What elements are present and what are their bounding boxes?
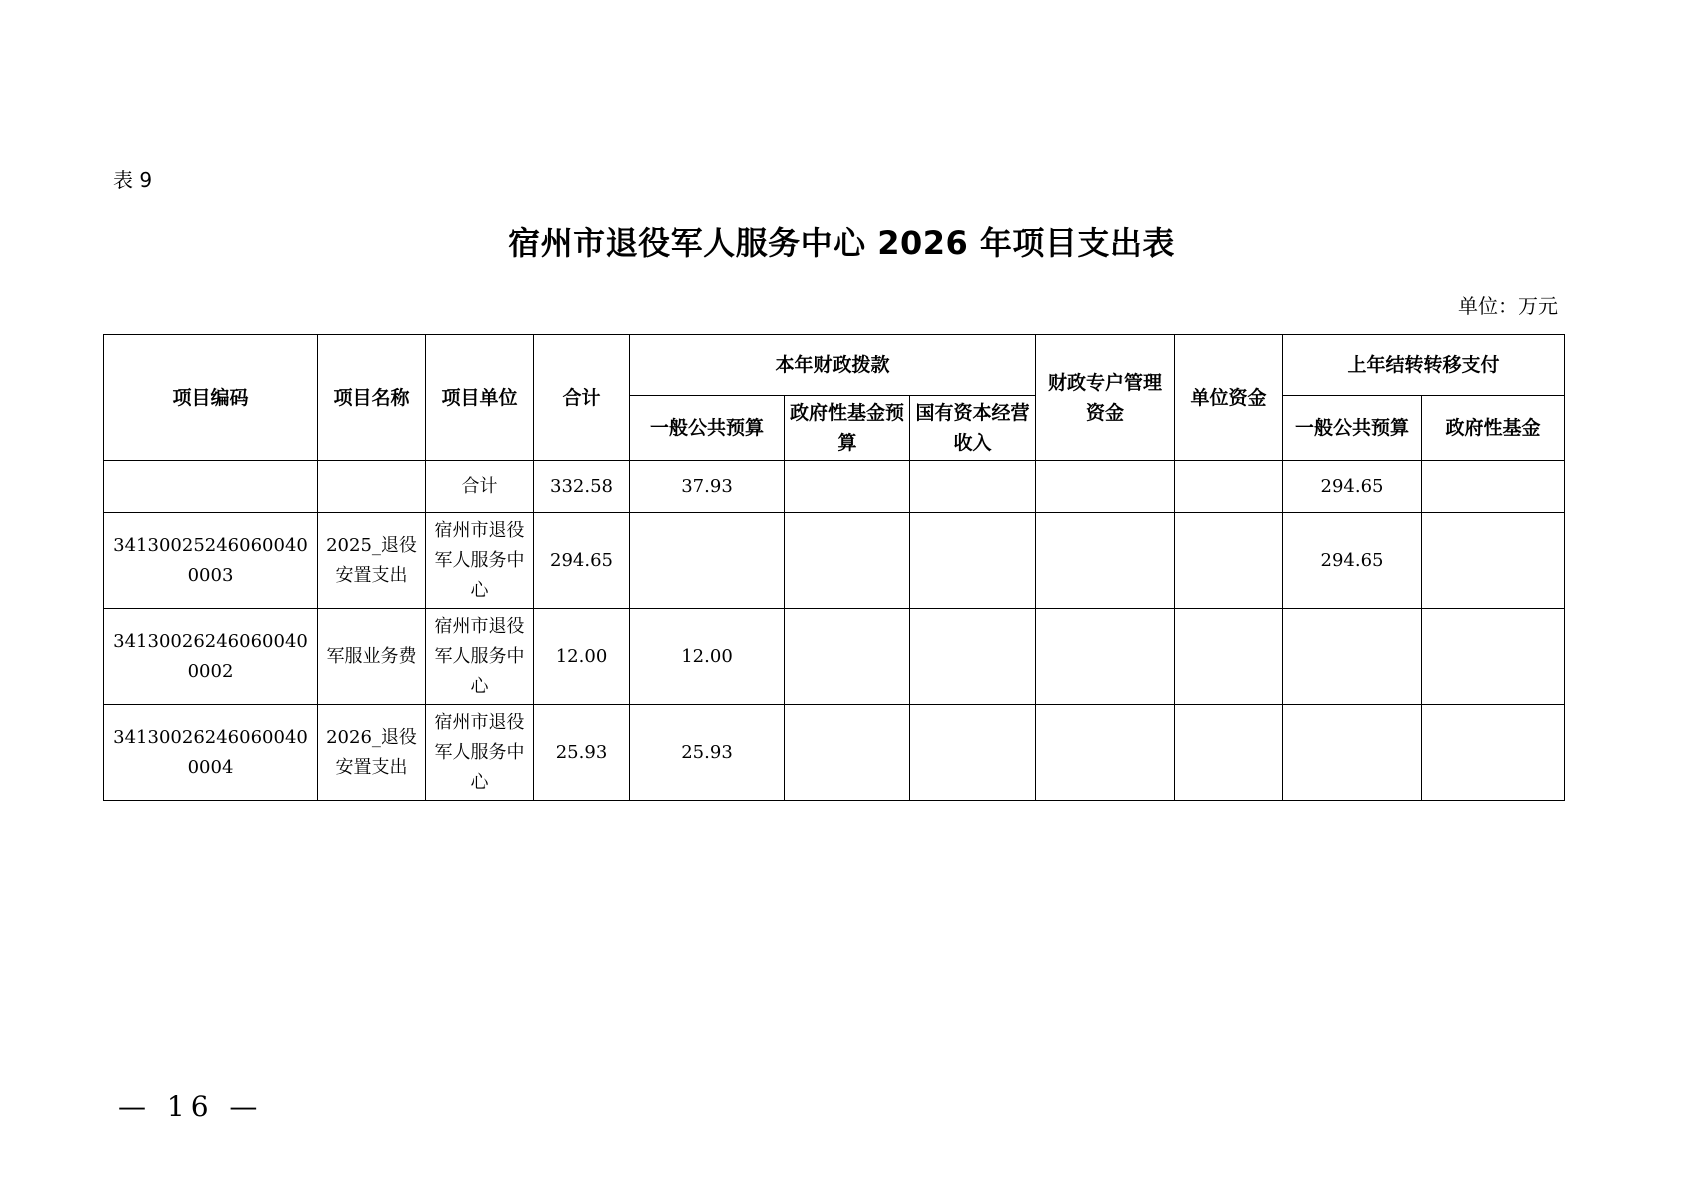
cell-name: 2026_退役安置支出 [318, 705, 426, 801]
cell-prior-gov-fund [1422, 461, 1565, 513]
header-gov-fund-budget: 政府性基金预算 [785, 396, 910, 461]
cell-unit-funds [1175, 705, 1283, 801]
unit-label: 单位：万元 [1458, 294, 1558, 318]
cell-total: 12.00 [534, 609, 630, 705]
cell-unit-funds [1175, 461, 1283, 513]
cell-name: 军服业务费 [318, 609, 426, 705]
table-row-total [104, 461, 1565, 513]
cell-code: 341300262460600400002 [104, 609, 318, 705]
cell-name [318, 461, 426, 513]
cell-fiscal-special [1036, 461, 1175, 513]
header-unit-funds: 单位资金 [1175, 335, 1283, 461]
cell-general-budget: 25.93 [630, 705, 785, 801]
cell-unit: 宿州市退役军人服务中心 [426, 705, 534, 801]
cell-fiscal-special [1036, 609, 1175, 705]
header-project-code: 项目编码 [104, 335, 318, 461]
cell-prior-general-budget: 294.65 [1283, 461, 1422, 513]
header-project-name: 项目名称 [318, 335, 426, 461]
cell-code: 341300262460600400004 [104, 705, 318, 801]
cell-state-capital-income [910, 461, 1036, 513]
cell-unit-funds [1175, 513, 1283, 609]
cell-total: 294.65 [534, 513, 630, 609]
table-row [104, 513, 1565, 609]
header-fiscal-special: 财政专户管理资金 [1036, 335, 1175, 461]
cell-gov-fund-budget [785, 513, 910, 609]
cell-prior-gov-fund [1422, 609, 1565, 705]
cell-prior-gov-fund [1422, 513, 1565, 609]
cell-fiscal-special [1036, 705, 1175, 801]
cell-state-capital-income [910, 705, 1036, 801]
cell-general-budget: 37.93 [630, 461, 785, 513]
header-state-capital-income: 国有资本经营收入 [910, 396, 1036, 461]
table-label: 表 9 [113, 168, 153, 192]
page-number: — 16 — [118, 1090, 264, 1123]
header-total: 合计 [534, 335, 630, 461]
header-prior-general-budget: 一般公共预算 [1283, 396, 1422, 461]
cell-code [104, 461, 318, 513]
cell-fiscal-special [1036, 513, 1175, 609]
table-row [104, 609, 1565, 705]
cell-total: 332.58 [534, 461, 630, 513]
cell-state-capital-income [910, 609, 1036, 705]
cell-gov-fund-budget [785, 461, 910, 513]
cell-prior-general-budget [1283, 609, 1422, 705]
cell-unit: 宿州市退役军人服务中心 [426, 609, 534, 705]
project-expenditure-table [103, 334, 1565, 801]
cell-total: 25.93 [534, 705, 630, 801]
cell-general-budget: 12.00 [630, 609, 785, 705]
table-row [104, 705, 1565, 801]
document-title: 宿州市退役军人服务中心 2026 年项目支出表 [508, 224, 1175, 262]
cell-name: 2025_退役安置支出 [318, 513, 426, 609]
cell-prior-gov-fund [1422, 705, 1565, 801]
cell-unit: 合计 [426, 461, 534, 513]
header-project-unit: 项目单位 [426, 335, 534, 461]
cell-prior-general-budget [1283, 705, 1422, 801]
cell-prior-general-budget: 294.65 [1283, 513, 1422, 609]
header-prior-gov-fund: 政府性基金 [1422, 396, 1565, 461]
cell-code: 341300252460600400003 [104, 513, 318, 609]
cell-unit: 宿州市退役军人服务中心 [426, 513, 534, 609]
header-current-fiscal: 本年财政拨款 [630, 335, 1036, 396]
cell-state-capital-income [910, 513, 1036, 609]
header-prior-year: 上年结转转移支付 [1283, 335, 1565, 396]
header-general-budget: 一般公共预算 [630, 396, 785, 461]
cell-general-budget [630, 513, 785, 609]
cell-unit-funds [1175, 609, 1283, 705]
cell-gov-fund-budget [785, 705, 910, 801]
cell-gov-fund-budget [785, 609, 910, 705]
